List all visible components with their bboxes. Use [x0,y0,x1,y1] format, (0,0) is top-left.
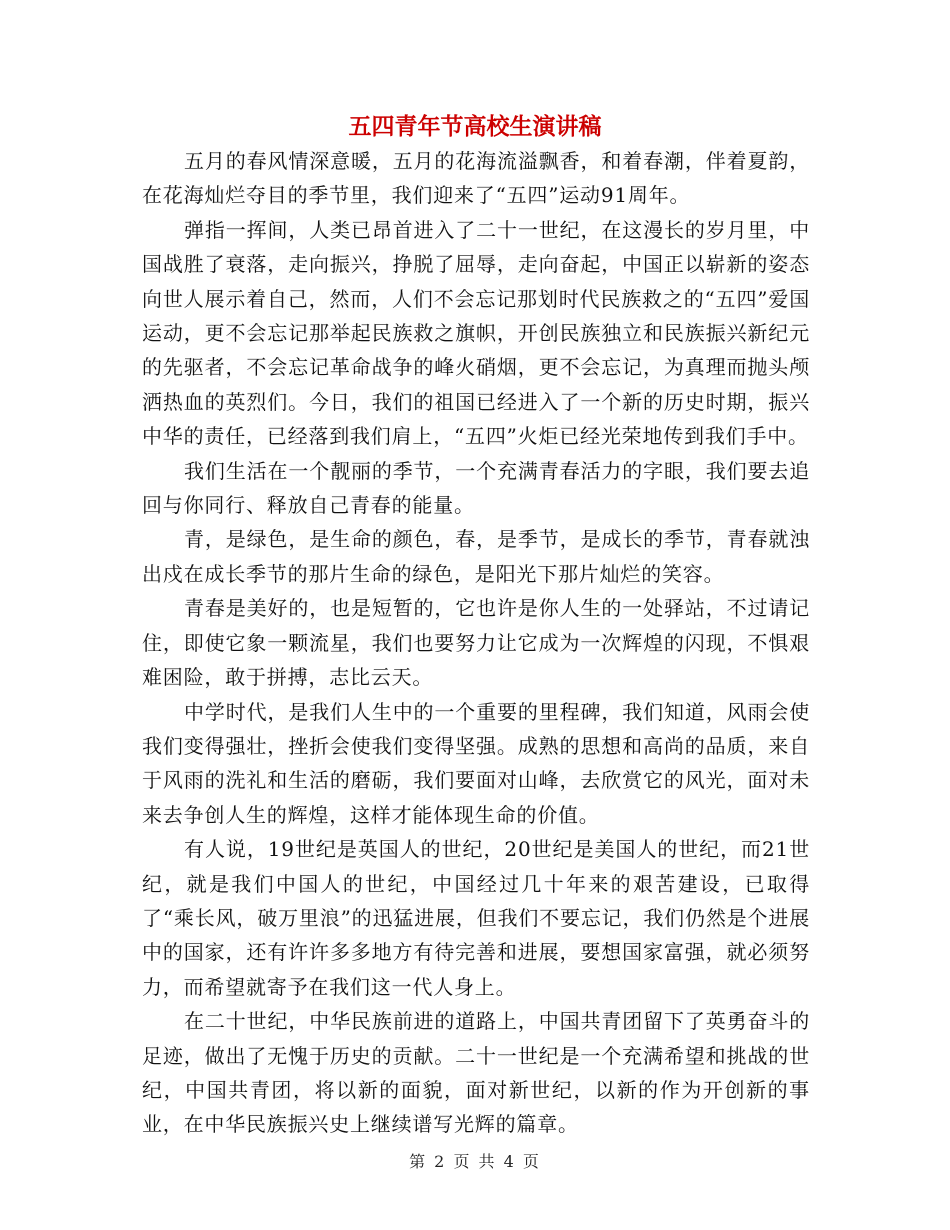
document-title: 五四青年节高校生演讲稿 [348,113,602,140]
document-body [142,144,810,1142]
paragraph: 青春是美好的，也是短暂的，它也许是你人生的一处驿站，不过请记住，即使它象一颗流星，我们也要努力让它成为一次辉煌的闪现，不惧艰难困险，敢于拼搏，志比云天。 [142,596,810,690]
page-number-footer: 第 2 页 共 4 页 [409,1152,541,1171]
paragraph: 我们生活在一个靓丽的季节，一个充满青春活力的字眼，我们要去追回与你同行、释放自己青春的能量。 [142,458,810,518]
paragraph: 弹指一挥间，人类已昂首进入了二十一世纪，在这漫长的岁月里，中国战胜了衰落，走向振兴，挣脱了屈辱，走向奋起，中国正以崭新的姿态向世人展示着自己，然而，人们不会忘记那划时代民族救之的“五四”爱国运动，更不会忘记那举起民族救之旗帜，开创民族独立和民族振兴新纪元的先驱者，不会忘记革命战争的峰火硝烟，更不会忘记，为真理而抛头颅洒热血的英烈们。今日，我们的祖国已经进入了一个新的历史时期，振兴中华的责任，已经落到我们肩上，“五四”火炬已经光荣地传到我们手中。 [142,217,810,449]
paragraph: 五月的春风情深意暖，五月的花海流溢飘香，和着春潮，伴着夏韵，在花海灿烂夺目的季节里，我们迎来了“五四”运动91周年。 [142,149,810,208]
paragraph: 在二十世纪，中华民族前进的道路上，中国共青团留下了英勇奋斗的足迹，做出了无愧于历史的贡献。二十一世纪是一个充满希望和挑战的世纪，中国共青团，将以新的面貌，面对新世纪，以新的作为开创新的事业，在中华民族振兴史上继续谱写光辉的篇章。 [142,1009,810,1137]
paragraph: 中学时代，是我们人生中的一个重要的里程碑，我们知道，风雨会使我们变得强壮，挫折会使我们变得坚强。成熟的思想和高尚的品质，来自于风雨的洗礼和生活的磨砺，我们要面对山峰，去欣赏它的风光，面对未来去争创人生的辉煌，这样才能体现生命的价值。 [142,699,810,827]
paragraph: 有人说，19世纪是英国人的世纪，20世纪是美国人的世纪，而21世纪，就是我们中国人的世纪，中国经过几十年来的艰苦建设，已取得了“乘长风，破万里浪”的迅猛进展，但我们不要忘记，我们仍然是个进展中的国家，还有许许多多地方有待完善和进展，要想国家富强，就必须努力，而希望就寄予在我们这一代人身上。 [142,837,810,999]
paragraph: 青，是绿色，是生命的颜色，春，是季节，是成长的季节，青春就浊出戍在成长季节的那片生命的绿色，是阳光下那片灿烂的笑容。 [142,527,810,586]
